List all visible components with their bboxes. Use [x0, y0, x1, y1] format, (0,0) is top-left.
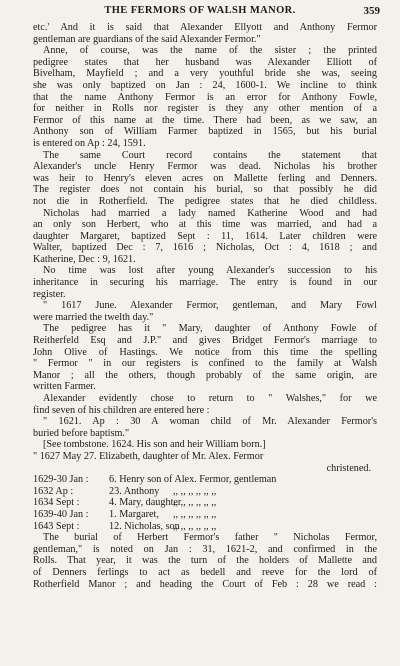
text-line: Alexander evidently chose to return to " Walshes," for we — [43, 393, 377, 404]
text-line: inheritance in securing his marriage. The entry is found in our — [33, 277, 377, 289]
ditto-marks: ,, ,, ,, ,, ,, ,, — [173, 497, 217, 509]
register-date: 1643 Sept : — [33, 520, 80, 532]
register-date: 1639-40 Jan : — [33, 508, 89, 520]
text-line: Reitherfeld Esq and J.P." and gives Bridget Fermor's marriage to — [33, 335, 377, 347]
paragraph-block-top — [33, 22, 377, 463]
text-line: register. — [33, 288, 66, 300]
text-line: she was only baptized on Jan : 24, 1600-1. We incline to think — [33, 79, 377, 91]
text-line: [See tombstone. 1624. His son and heir William born.] — [43, 439, 266, 451]
register-row — [33, 474, 377, 486]
text-line: Walter, baptized Dec : 7, 1616 ; Nicholas, Oct : 4, 1618 ; and — [33, 242, 377, 254]
text-line: Nicholas had married a lady named Katherine Wood and had — [43, 207, 377, 219]
register-name: 23. Anthony — [109, 485, 160, 497]
text-line: written Farmer. — [33, 381, 96, 393]
text-line: is entered on Ap : 24, 1591. — [33, 137, 146, 149]
register-row — [33, 486, 377, 498]
text-line: " 1627 May 27. Elizabeth, daughter of Mr. Alex. Fermor — [33, 450, 264, 462]
text-line: of Denners ferlings to act as bedell and reeve for the lord of — [33, 566, 377, 578]
page-body — [33, 22, 377, 590]
text-line: Manor ; all the others, though probably of the same origin, are — [33, 369, 377, 381]
page-number: 359 — [363, 5, 380, 17]
ditto-marks: ,, ,, ,, ,, ,, ,, — [173, 485, 217, 497]
christened-word: christened. — [326, 462, 371, 474]
text-line: " 1617 June. Alexander Fermor, gentleman, and Mary Fowl — [43, 300, 377, 312]
text-line: gentleman are guardians of the said Alexander Fermor." — [33, 33, 261, 45]
text-line: Bivelham, Mayfield ; and a very youthful bride she was, seeing — [33, 68, 377, 80]
ditto-marks: ,, ,, ,, ,, ,, ,, — [173, 508, 217, 520]
text-line: for neither in Rolls nor register is they any other mention of a — [33, 103, 377, 115]
register-date: 1634 Sept : — [33, 497, 80, 509]
text-line: etc.' And it is said that Alexander Ellyott and Anthony Fermor — [33, 22, 377, 33]
text-line: The pedigree has it " Mary, daughter of Anthony Fowle of — [43, 323, 377, 335]
register-name: 4. Mary, daughter — [109, 497, 182, 509]
text-line: Alexander's uncle Henry Fermor was dead. Nicholas his brother — [33, 161, 377, 173]
running-title: THE FERMORS OF WALSH MANOR. — [104, 5, 296, 16]
text-line: The register does not contain his burial, so that possibly he did — [33, 184, 377, 196]
text-line: The same Court record contains the statement that — [43, 149, 377, 161]
text-line: Fermor of this name at the time. There had been, as we saw, an — [33, 114, 377, 126]
text-line: find seven of his children are entered here : — [33, 404, 210, 416]
register-name: 6. Henry son of Alex. Fermor, gentleman — [109, 474, 277, 486]
register-name: 12. Nicholas, son — [109, 520, 180, 532]
register-entries — [33, 474, 377, 532]
text-line: " 1621. Ap : 30 A woman child of Mr. Alexander Fermor's — [43, 416, 377, 428]
text-line: Rotherfield Manor ; and heading the Court of Feb : 28 we read : — [33, 578, 377, 590]
text-line: Katherine, Dec : 9, 1621. — [33, 253, 136, 265]
text-line: " Fermor " in our registers is confined to the family at Walsh — [33, 358, 377, 370]
paragraph-block-bottom — [33, 532, 377, 590]
text-line: Anthony son of William Farmer baptized in 1565, but his burial — [33, 126, 377, 138]
register-row — [33, 509, 377, 521]
text-line: gentleman," is noted on Jan : 31, 1621-2, and confirmed in the — [33, 543, 377, 555]
text-line: John Olive of Hastings. We notice from this time the spelling — [33, 346, 377, 358]
text-line: The burial of Herbert Fermor's father " Nicholas Fermor, — [43, 532, 377, 544]
text-line: No time was lost after young Alexander's succession to his — [43, 265, 377, 277]
register-row — [33, 521, 377, 533]
text-line: was heir to Henry's eleven acres on Mallette ferling and Denners. — [33, 172, 377, 184]
page-header — [0, 5, 400, 23]
text-line: Rolls. That year, it was the turn of the holders of Mallette and — [33, 555, 377, 567]
text-line: that the name Anthony Fermor is an error for Anthony Fowle, — [33, 91, 377, 103]
ditto-marks: ,, ,, ,, ,, ,, ,, — [173, 520, 217, 532]
register-date: 1629-30 Jan : — [33, 474, 89, 486]
text-line: Anne, of course, was the name of the sister ; the printed — [43, 45, 377, 57]
register-name: 1. Margaret, — [109, 508, 159, 520]
text-line: not die in Rotherfield. The pedigree states that he died childless. — [33, 195, 377, 207]
text-line: pedigree states that her husband was Alexander Elliott of — [33, 56, 377, 68]
text-line: buried before baptism." — [33, 427, 130, 439]
text-line: were married the twelth day." — [33, 311, 154, 323]
register-row — [33, 497, 377, 509]
text-line: daughter Margaret, baptized Sept : 11, 1614. Later children were — [33, 230, 377, 242]
text-line: an only son Herbert, who at this time was married, and had a — [33, 219, 377, 231]
register-date: 1632 Ap : — [33, 485, 74, 497]
